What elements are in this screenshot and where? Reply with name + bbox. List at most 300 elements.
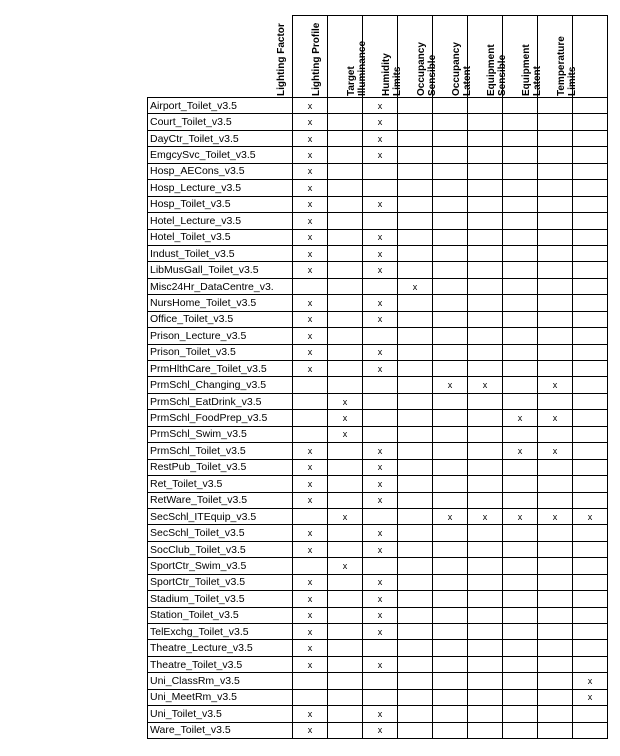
empty-cell	[468, 476, 503, 492]
row-label: Uni_Toilet_v3.5	[148, 706, 293, 722]
empty-cell	[328, 541, 363, 557]
marked-cell: x	[328, 558, 363, 574]
table-row	[148, 591, 608, 607]
table-row	[148, 476, 608, 492]
table-row	[148, 574, 608, 590]
empty-cell	[398, 262, 433, 278]
empty-cell	[538, 591, 573, 607]
matrix-body	[148, 98, 608, 739]
empty-cell	[538, 114, 573, 130]
empty-cell	[398, 525, 433, 541]
empty-cell	[398, 689, 433, 705]
empty-cell	[573, 624, 608, 640]
empty-cell	[293, 377, 328, 393]
empty-cell	[468, 393, 503, 409]
empty-cell	[538, 558, 573, 574]
empty-cell	[468, 213, 503, 229]
empty-cell	[328, 262, 363, 278]
marked-cell: x	[503, 443, 538, 459]
column-header-row	[148, 16, 608, 98]
table-row	[148, 689, 608, 705]
empty-cell	[573, 130, 608, 146]
empty-cell	[503, 624, 538, 640]
table-row	[148, 508, 608, 524]
empty-cell	[398, 393, 433, 409]
empty-cell	[468, 525, 503, 541]
empty-cell	[503, 278, 538, 294]
empty-cell	[363, 673, 398, 689]
empty-cell	[328, 673, 363, 689]
column-header-line: Occupancy	[451, 42, 462, 96]
empty-cell	[293, 508, 328, 524]
marked-cell: x	[293, 607, 328, 623]
empty-cell	[363, 377, 398, 393]
empty-cell	[328, 328, 363, 344]
empty-cell	[503, 393, 538, 409]
empty-cell	[433, 180, 468, 196]
marked-cell: x	[293, 459, 328, 475]
empty-cell	[398, 410, 433, 426]
empty-cell	[503, 492, 538, 508]
empty-cell	[398, 229, 433, 245]
column-header-label	[451, 18, 485, 96]
table-row	[148, 130, 608, 146]
empty-cell	[398, 459, 433, 475]
marked-cell: x	[363, 607, 398, 623]
empty-cell	[573, 311, 608, 327]
row-label: PrmSchl_EatDrink_v3.5	[148, 393, 293, 409]
empty-cell	[398, 361, 433, 377]
marked-cell: x	[398, 278, 433, 294]
empty-cell	[433, 689, 468, 705]
empty-cell	[398, 607, 433, 623]
empty-cell	[538, 541, 573, 557]
empty-cell	[433, 163, 468, 179]
empty-cell	[433, 410, 468, 426]
empty-cell	[573, 328, 608, 344]
empty-cell	[328, 722, 363, 738]
empty-cell	[468, 722, 503, 738]
empty-cell	[503, 114, 538, 130]
empty-cell	[328, 624, 363, 640]
empty-cell	[573, 574, 608, 590]
row-label: PrmHlthCare_Toilet_v3.5	[148, 361, 293, 377]
table-row	[148, 673, 608, 689]
table-row	[148, 722, 608, 738]
marked-cell: x	[363, 245, 398, 261]
marked-cell: x	[293, 130, 328, 146]
row-label: LibMusGall_Toilet_v3.5	[148, 262, 293, 278]
row-label: Ret_Toilet_v3.5	[148, 476, 293, 492]
row-label: SportCtr_Toilet_v3.5	[148, 574, 293, 590]
marked-cell: x	[293, 344, 328, 360]
empty-cell	[433, 722, 468, 738]
empty-cell	[468, 656, 503, 672]
marked-cell: x	[293, 541, 328, 557]
empty-cell	[468, 706, 503, 722]
row-label: NursHome_Toilet_v3.5	[148, 295, 293, 311]
empty-cell	[433, 361, 468, 377]
empty-cell	[573, 245, 608, 261]
empty-cell	[433, 558, 468, 574]
marked-cell: x	[468, 377, 503, 393]
empty-cell	[363, 393, 398, 409]
empty-cell	[398, 673, 433, 689]
row-label: TelExchg_Toilet_v3.5	[148, 624, 293, 640]
empty-cell	[293, 558, 328, 574]
marked-cell: x	[573, 673, 608, 689]
empty-cell	[468, 591, 503, 607]
table-row	[148, 229, 608, 245]
marked-cell: x	[293, 624, 328, 640]
row-label: Ware_Toilet_v3.5	[148, 722, 293, 738]
empty-cell	[433, 262, 468, 278]
column-header-line: Limits	[392, 66, 403, 96]
marked-cell: x	[363, 229, 398, 245]
empty-cell	[503, 262, 538, 278]
empty-cell	[398, 130, 433, 146]
empty-cell	[468, 689, 503, 705]
empty-cell	[573, 180, 608, 196]
empty-cell	[468, 558, 503, 574]
marked-cell: x	[433, 377, 468, 393]
empty-cell	[468, 278, 503, 294]
empty-cell	[468, 541, 503, 557]
marked-cell: x	[363, 295, 398, 311]
empty-cell	[328, 98, 363, 114]
marked-cell: x	[433, 508, 468, 524]
row-label: PrmSchl_FoodPrep_v3.5	[148, 410, 293, 426]
column-header-line: Limits	[567, 66, 578, 96]
empty-cell	[363, 426, 398, 442]
empty-cell	[503, 344, 538, 360]
empty-cell	[433, 476, 468, 492]
empty-cell	[538, 640, 573, 656]
empty-cell	[328, 656, 363, 672]
empty-cell	[468, 328, 503, 344]
empty-cell	[398, 541, 433, 557]
empty-cell	[398, 640, 433, 656]
empty-cell	[293, 426, 328, 442]
empty-cell	[433, 311, 468, 327]
marked-cell: x	[538, 443, 573, 459]
column-header-line: Latent	[532, 66, 543, 96]
empty-cell	[328, 361, 363, 377]
table-row	[148, 393, 608, 409]
column-header-label	[416, 18, 450, 96]
empty-cell	[433, 98, 468, 114]
empty-cell	[538, 278, 573, 294]
marked-cell: x	[293, 640, 328, 656]
empty-cell	[538, 706, 573, 722]
empty-cell	[433, 706, 468, 722]
row-label: Uni_MeetRm_v3.5	[148, 689, 293, 705]
empty-cell	[538, 624, 573, 640]
empty-cell	[398, 180, 433, 196]
column-header-line: Lighting Factor	[276, 23, 287, 96]
marked-cell: x	[328, 508, 363, 524]
table-row	[148, 426, 608, 442]
empty-cell	[468, 640, 503, 656]
empty-cell	[398, 443, 433, 459]
empty-cell	[398, 114, 433, 130]
empty-cell	[398, 377, 433, 393]
empty-cell	[468, 196, 503, 212]
marked-cell: x	[293, 295, 328, 311]
empty-cell	[398, 344, 433, 360]
empty-cell	[468, 426, 503, 442]
marked-cell: x	[538, 508, 573, 524]
table-row	[148, 706, 608, 722]
column-header-label	[521, 18, 555, 96]
empty-cell	[468, 361, 503, 377]
marked-cell: x	[293, 196, 328, 212]
column-header-line: Target	[346, 66, 357, 96]
empty-cell	[573, 361, 608, 377]
empty-cell	[398, 245, 433, 261]
empty-cell	[503, 689, 538, 705]
empty-cell	[328, 492, 363, 508]
empty-cell	[573, 98, 608, 114]
empty-cell	[328, 311, 363, 327]
empty-cell	[538, 245, 573, 261]
empty-cell	[503, 229, 538, 245]
empty-cell	[433, 328, 468, 344]
column-header-line: Equipment	[521, 44, 532, 96]
empty-cell	[503, 361, 538, 377]
empty-cell	[468, 130, 503, 146]
empty-cell	[293, 689, 328, 705]
marked-cell: x	[293, 262, 328, 278]
empty-cell	[433, 213, 468, 229]
row-label: Office_Toilet_v3.5	[148, 311, 293, 327]
row-label: DayCtr_Toilet_v3.5	[148, 130, 293, 146]
empty-cell	[468, 229, 503, 245]
empty-cell	[538, 459, 573, 475]
empty-cell	[363, 508, 398, 524]
empty-cell	[503, 525, 538, 541]
empty-cell	[433, 114, 468, 130]
marked-cell: x	[363, 591, 398, 607]
marked-cell: x	[363, 344, 398, 360]
empty-cell	[328, 229, 363, 245]
empty-cell	[503, 98, 538, 114]
marked-cell: x	[363, 656, 398, 672]
row-label: Hosp_AECons_v3.5	[148, 163, 293, 179]
empty-cell	[503, 377, 538, 393]
marked-cell: x	[363, 98, 398, 114]
table-row	[148, 262, 608, 278]
empty-cell	[328, 163, 363, 179]
marked-cell: x	[293, 443, 328, 459]
empty-cell	[538, 476, 573, 492]
empty-cell	[433, 196, 468, 212]
empty-cell	[328, 607, 363, 623]
table-row	[148, 328, 608, 344]
row-label: Prison_Toilet_v3.5	[148, 344, 293, 360]
row-label: RetWare_Toilet_v3.5	[148, 492, 293, 508]
empty-cell	[573, 344, 608, 360]
empty-cell	[328, 147, 363, 163]
marked-cell: x	[293, 98, 328, 114]
column-header-line: Sensible	[427, 54, 438, 96]
table-row	[148, 541, 608, 557]
table-row	[148, 147, 608, 163]
empty-cell	[468, 607, 503, 623]
table-row	[148, 311, 608, 327]
zone-property-matrix	[147, 15, 608, 739]
marked-cell: x	[503, 508, 538, 524]
empty-cell	[468, 492, 503, 508]
empty-cell	[328, 114, 363, 130]
empty-cell	[328, 377, 363, 393]
empty-cell	[328, 689, 363, 705]
empty-cell	[573, 607, 608, 623]
empty-cell	[503, 328, 538, 344]
empty-cell	[398, 163, 433, 179]
empty-cell	[538, 262, 573, 278]
empty-cell	[398, 311, 433, 327]
marked-cell: x	[573, 508, 608, 524]
row-label: Theatre_Lecture_v3.5	[148, 640, 293, 656]
empty-cell	[573, 722, 608, 738]
empty-cell	[398, 656, 433, 672]
empty-cell	[573, 558, 608, 574]
empty-cell	[503, 607, 538, 623]
empty-cell	[468, 443, 503, 459]
empty-cell	[538, 492, 573, 508]
column-header-line: Humidity	[381, 53, 392, 96]
marked-cell: x	[503, 410, 538, 426]
column-header-label	[556, 18, 590, 96]
empty-cell	[503, 426, 538, 442]
table-row	[148, 558, 608, 574]
empty-cell	[538, 393, 573, 409]
table-row	[148, 443, 608, 459]
empty-cell	[398, 295, 433, 311]
column-header-line: Occupancy	[416, 42, 427, 96]
table-row	[148, 114, 608, 130]
empty-cell	[328, 196, 363, 212]
empty-cell	[573, 196, 608, 212]
empty-cell	[573, 426, 608, 442]
empty-cell	[328, 459, 363, 475]
empty-cell	[573, 147, 608, 163]
row-label: Uni_ClassRm_v3.5	[148, 673, 293, 689]
row-label: Indust_Toilet_v3.5	[148, 245, 293, 261]
empty-cell	[468, 410, 503, 426]
table-row	[148, 607, 608, 623]
empty-cell	[433, 393, 468, 409]
empty-cell	[328, 130, 363, 146]
empty-cell	[573, 591, 608, 607]
empty-cell	[363, 640, 398, 656]
row-label: SportCtr_Swim_v3.5	[148, 558, 293, 574]
empty-cell	[328, 295, 363, 311]
row-label: Theatre_Toilet_v3.5	[148, 656, 293, 672]
empty-cell	[503, 558, 538, 574]
empty-cell	[538, 344, 573, 360]
marked-cell: x	[363, 114, 398, 130]
table-row	[148, 344, 608, 360]
empty-cell	[433, 640, 468, 656]
empty-cell	[503, 591, 538, 607]
empty-cell	[363, 410, 398, 426]
empty-cell	[398, 706, 433, 722]
marked-cell: x	[293, 245, 328, 261]
empty-cell	[468, 163, 503, 179]
empty-cell	[503, 245, 538, 261]
row-label: Airport_Toilet_v3.5	[148, 98, 293, 114]
table-row	[148, 295, 608, 311]
empty-cell	[573, 163, 608, 179]
empty-cell	[538, 213, 573, 229]
empty-cell	[433, 443, 468, 459]
empty-cell	[503, 574, 538, 590]
column-header-line: Illuminance	[357, 40, 368, 96]
empty-cell	[433, 525, 468, 541]
marked-cell: x	[293, 328, 328, 344]
empty-cell	[538, 673, 573, 689]
empty-cell	[503, 147, 538, 163]
corner-cell	[148, 16, 293, 98]
empty-cell	[573, 377, 608, 393]
empty-cell	[503, 130, 538, 146]
empty-cell	[468, 311, 503, 327]
marked-cell: x	[328, 410, 363, 426]
empty-cell	[538, 147, 573, 163]
empty-cell	[503, 196, 538, 212]
marked-cell: x	[538, 410, 573, 426]
empty-cell	[468, 295, 503, 311]
empty-cell	[398, 722, 433, 738]
empty-cell	[573, 410, 608, 426]
empty-cell	[433, 673, 468, 689]
empty-cell	[573, 278, 608, 294]
marked-cell: x	[363, 196, 398, 212]
empty-cell	[573, 114, 608, 130]
empty-cell	[503, 459, 538, 475]
empty-cell	[433, 344, 468, 360]
empty-cell	[433, 656, 468, 672]
empty-cell	[573, 229, 608, 245]
empty-cell	[573, 393, 608, 409]
empty-cell	[573, 525, 608, 541]
empty-cell	[503, 295, 538, 311]
marked-cell: x	[363, 492, 398, 508]
empty-cell	[433, 130, 468, 146]
row-label: RestPub_Toilet_v3.5	[148, 459, 293, 475]
row-label: PrmSchl_Swim_v3.5	[148, 426, 293, 442]
empty-cell	[468, 98, 503, 114]
row-label: Hotel_Lecture_v3.5	[148, 213, 293, 229]
empty-cell	[503, 180, 538, 196]
empty-cell	[433, 624, 468, 640]
table-row	[148, 492, 608, 508]
empty-cell	[433, 459, 468, 475]
empty-cell	[328, 213, 363, 229]
table-row	[148, 98, 608, 114]
table-row	[148, 278, 608, 294]
empty-cell	[468, 673, 503, 689]
empty-cell	[398, 147, 433, 163]
empty-cell	[293, 393, 328, 409]
empty-cell	[538, 574, 573, 590]
empty-cell	[363, 558, 398, 574]
marked-cell: x	[363, 476, 398, 492]
empty-cell	[503, 673, 538, 689]
empty-cell	[538, 328, 573, 344]
